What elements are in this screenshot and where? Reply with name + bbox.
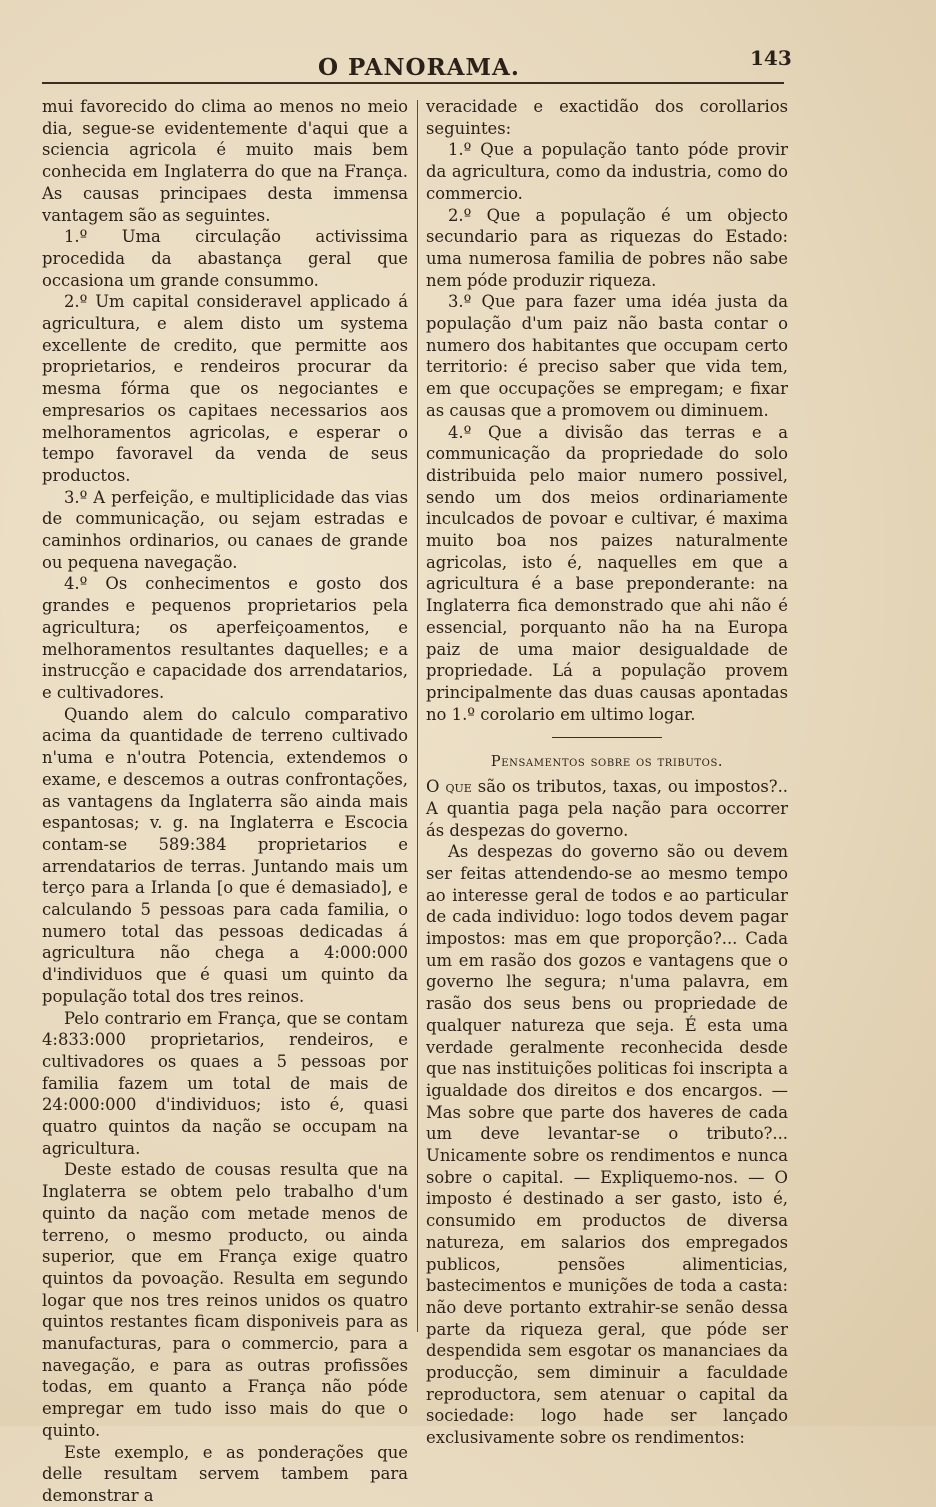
column-divider xyxy=(417,100,418,1332)
section-title: Pensamentos sobre os tributos. xyxy=(490,754,724,771)
paragraph: 1.º Que a população tanto póde provir da agricultura, como da industria, como do commercio. xyxy=(426,140,788,203)
paragraph: Pelo contrario em França, que se contam 4:833:000 proprietarios, rendeiros, e cultivadores os quaes a 5 pessoas por familia fazem um total de mais de 24:000:000 d'individuos; isto é, quasi quatro quintos da nação se occupam na agricultura. xyxy=(42,1008,408,1158)
section-separator xyxy=(552,737,662,738)
right-column xyxy=(426,96,788,1449)
paragraph: 4.º Os conhecimentos e gosto dos grandes e pequenos proprietarios pela agricultura; os aperfeiçoamentos, e melhoramentos resultantes daquelles; e a instrucção e capacidade dos arrendatarios, e cultivadores. xyxy=(42,574,408,702)
paragraph: 1.º Uma circulação activissima procedida da abastança geral que occasiona um grande consummo. xyxy=(42,227,408,290)
paragraph: 2.º Que a população é um objecto secundario para as riquezas do Estado: uma numerosa familia de pobres não sabe nem póde produzir riqueza. xyxy=(426,205,788,290)
page-number: 143 xyxy=(750,46,792,70)
paragraph: Quando alem do calculo comparativo acima da quantidade de terreno cultivado n'uma e n'outra Potencia, extendemos o exame, e descemos a outras confrontações, as vantagens da Inglaterra são ainda mais espantosas; v. g. na Inglaterra e Escocia contam-se 589:384 proprietarios e arrendatarios de terras. Juntando mais um terço para a Irlanda [o que é demasiado], e calculando 5 pessoas para cada familia, o numero total das pessoas dedicadas á agricultura não chega a 4:000:000 d'individuos que é quasi um quinto da população total dos tres reinos. xyxy=(42,704,408,1006)
left-column xyxy=(42,96,408,1507)
page-header xyxy=(0,44,936,84)
paragraph: Deste estado de cousas resulta que na Inglaterra se obtem pelo trabalho d'um quinto da nação com metade menos de terreno, o mesmo producto, ou ainda superior, que em França exige quatro quintos da povoação. Resulta em segundo logar que nos tres reinos unidos os quatro quintos restantes ficam disponiveis para as manufacturas, para o commercio, para a navegação, e para as outras profissões todas, em quanto a França não póde empregar em tudo isso mais do que o quinto. xyxy=(42,1160,408,1440)
paragraph: 3.º A perfeição, e multiplicidade das vias de communicação, ou sejam estradas e caminhos ordinarios, ou canaes de grande ou pequena navegação. xyxy=(42,487,408,572)
journal-title: O PANORAMA. xyxy=(318,54,520,81)
section-paragraph-text: são os tributos, taxas, ou impostos?.. A quantia paga pela nação para occorrer ás despezas do governo. xyxy=(426,777,788,840)
paragraph: 2.º Um capital consideravel applicado á agricultura, e alem disto um systema excellente de credito, que permitte aos proprietarios, e rendeiros procurar da mesma fórma que os negociantes e empresarios os capitaes necessarios aos melhoramentos agricolas, e esperar o tempo favoravel da venda de seus productos. xyxy=(42,292,408,485)
paragraph: 3.º Que para fazer uma idéa justa da população d'um paiz não basta contar o numero dos habitantes que occupam certo territorio: é preciso saber que vida tem, em que occupações se empregam; e fixar as causas que a promovem ou diminuem. xyxy=(426,292,788,420)
paragraph: veracidade e exactidão dos corollarios seguintes: xyxy=(426,97,788,138)
paragraph: mui favorecido do clima ao menos no meio dia, segue-se evidentemente d'aqui que a sciencia agricola é muito mais bem conhecida em Inglaterra do que na França. As causas principaes desta immensa vantagem são as seguintes. xyxy=(42,97,408,225)
section-paragraph: As despezas do governo são ou devem ser feitas attendendo-se ao mesmo tempo ao interesse geral de todos e ao particular de cada individuo: logo todos devem pagar impostos: mas em que proporção?... Cada um em rasão dos gozos e vantagens que o governo lhe segura; n'uma palavra, em rasão dos seus bens ou propriedade de qualquer natureza que seja. É esta uma verdade geralmente reconhecida desde que nas instituições politicas foi inscripta a igualdade dos direitos e dos encargos. — Mas sobre que parte dos haveres de cada um deve levantar-se o tributo?... Unicamente sobre os rendimentos e nunca sobre o capital. — Expliquemo-nos. — O imposto é destinado a ser gasto, isto é, consumido em productos de diversa natureza, em salarios dos empregados publicos, pensões alimenticias, bastecimentos e munições de toda a casta: não deve portanto extrahir-se senão dessa parte da riqueza geral, que póde ser despendida sem esgotar os mananciaes da producção, sem diminuir a faculdade reproductora, sem atenuar o capital da sociedade: logo hade ser lançado exclusivamente sobre os rendimentos: xyxy=(426,842,788,1448)
paragraph: Este exemplo, e as ponderações que delle resultam servem tambem para demonstrar a xyxy=(42,1442,408,1505)
section-opening: O que xyxy=(426,777,472,797)
header-rule xyxy=(42,82,784,84)
paragraph: 4.º Que a divisão das terras e a communicação da propriedade do solo distribuida pelo maior numero possivel, sendo um dos meios ordinariamente inculcados de povoar e cultivar, é maxima muito boa nos paizes naturalmente agricolas, isto é, naquelles em que a agricultura é a base preponderante: na Inglaterra fica demonstrado que ahi não é essencial, porquanto não ha na Europa paiz de uma maior desigualdade de propriedade. Lá a população provem principalmente das duas causas apontadas no 1.º corolario em ultimo logar. xyxy=(426,422,788,724)
section-paragraph xyxy=(426,776,788,841)
